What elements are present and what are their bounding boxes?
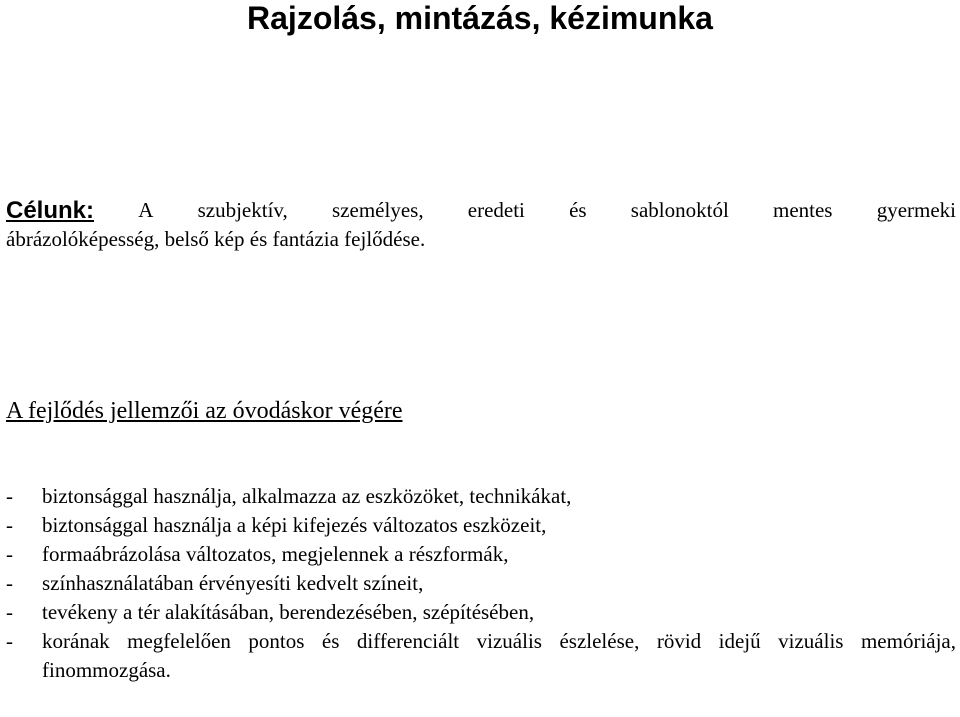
- bullet-dash: -: [6, 629, 13, 653]
- list-item: [6, 627, 956, 685]
- list-item: [6, 598, 956, 627]
- list-item-text: biztonsággal használja, alkalmazza az eszközöket, technikákat,: [42, 484, 572, 508]
- section-heading: A fejlődés jellemzői az óvodáskor végére: [6, 398, 403, 424]
- development-list: [6, 482, 956, 685]
- goal-word: személyes,: [332, 198, 424, 222]
- page-title: Rajzolás, mintázás, kézimunka: [247, 0, 713, 36]
- list-item-text: tevékeny a tér alakításában, berendezésében, szépítésében,: [42, 600, 535, 624]
- goal-word: szubjektív,: [197, 198, 288, 222]
- list-item-text: biztonsággal használja a képi kifejezés változatos eszközeit,: [42, 513, 547, 537]
- goal-word: A: [138, 198, 154, 222]
- list-item-text: formaábrázolása változatos, megjelennek a részformák,: [42, 542, 509, 566]
- goal-paragraph: [6, 196, 956, 254]
- goal-word: gyermeki: [876, 198, 956, 222]
- bullet-dash: -: [6, 600, 13, 624]
- goal-first-line: [6, 196, 956, 225]
- bullet-dash: -: [6, 571, 13, 595]
- goal-word: mentes: [773, 198, 833, 222]
- bullet-dash: -: [6, 484, 13, 508]
- goal-label: Célunk:: [6, 197, 95, 224]
- list-item: [6, 511, 956, 540]
- list-item: [6, 482, 956, 511]
- goal-second-line: ábrázolóképesség, belső kép és fantázia fejlődése.: [6, 227, 426, 251]
- bullet-dash: -: [6, 513, 13, 537]
- goal-word: és: [569, 198, 587, 222]
- list-item: [6, 540, 956, 569]
- bullet-dash: -: [6, 542, 13, 566]
- list-item-text: színhasználatában érvényesíti kedvelt színeit,: [42, 571, 424, 595]
- goal-word: eredeti: [467, 198, 525, 222]
- goal-word: sablonoktól: [630, 198, 729, 222]
- list-item-text: korának megfelelően pontos és differenciált vizuális észlelése, rövid idejű vizuális memóriája, finommozgása.: [42, 629, 956, 682]
- list-item: [6, 569, 956, 598]
